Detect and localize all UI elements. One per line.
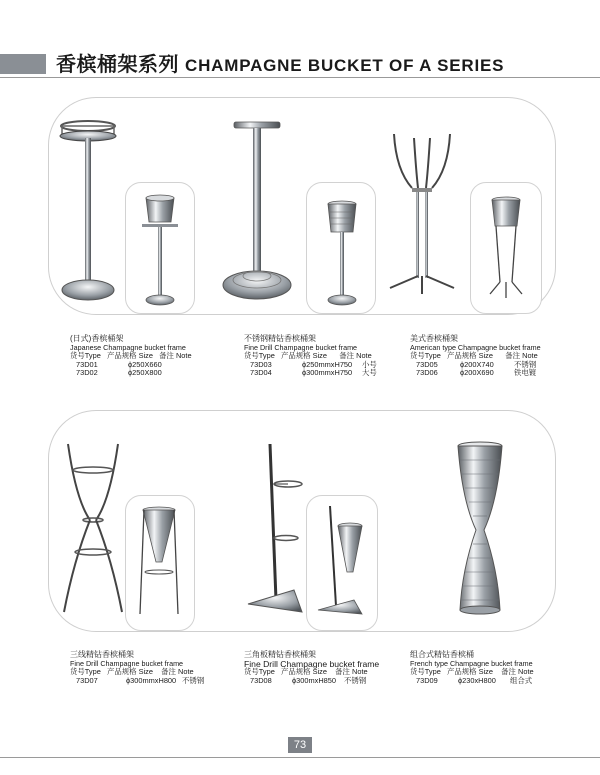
- product-caption-2: [244, 335, 377, 378]
- title-zh: 香槟桶架系列: [56, 54, 179, 76]
- spec-header: 货号Type 产品规格 Size 备注 Note: [244, 351, 372, 361]
- spec-size: ϕ230xH800: [458, 675, 496, 685]
- spec-size: ϕ250X660: [128, 359, 162, 369]
- product-name-zh: 组合式精钻香槟桶: [410, 650, 474, 659]
- spec-size: ϕ300mmxH750: [302, 368, 353, 378]
- spec-code: 73D05: [416, 359, 438, 369]
- spec-row: [244, 677, 379, 686]
- product-image-73d07: [136, 502, 182, 622]
- product-image-73d08: [316, 502, 368, 622]
- spec-row: [410, 369, 541, 378]
- spec-size: ϕ200X690: [460, 368, 494, 378]
- product-name-en: Fine Drill Champagne bucket frame: [244, 658, 380, 669]
- product-image-73d09: [452, 440, 508, 618]
- spec-row: [244, 369, 377, 378]
- product-caption-1: [70, 335, 192, 378]
- product-name-zh: 三角板精钻香槟桶架: [244, 650, 316, 659]
- spec-note: 铁电镀: [514, 368, 537, 378]
- product-image-73d07-large: [60, 440, 126, 618]
- product-image-73d05: [384, 130, 460, 296]
- product-name-en: French type Champagne bucket frame: [410, 658, 533, 668]
- header-accent-bar: [0, 54, 46, 74]
- spec-header: 货号Type 产品规格 Size 备注 Note: [410, 351, 538, 361]
- footer-rule: [0, 757, 600, 758]
- product-caption-3: [410, 335, 541, 378]
- spec-size: ϕ300mmxH800: [126, 675, 177, 685]
- spec-code: 73D08: [250, 675, 272, 685]
- spec-code: 73D07: [76, 675, 98, 685]
- product-image-73d03: [220, 120, 294, 304]
- spec-code: 73D03: [250, 359, 272, 369]
- spec-note: 不锈钢: [182, 675, 205, 685]
- page-title: [56, 48, 504, 77]
- product-name-en: Japanese Champagne bucket frame: [70, 342, 186, 352]
- spec-code: 73D06: [416, 368, 438, 378]
- spec-code: 73D02: [76, 368, 98, 378]
- page-header: [0, 44, 600, 80]
- product-name-en: Fine Drill Champagne bucket frame: [244, 342, 358, 352]
- spec-note: 组合式: [510, 675, 533, 685]
- spec-header: 货号Type 产品规格 Size 备注 Note: [70, 351, 192, 361]
- spec-size: ϕ250X800: [128, 368, 162, 378]
- product-name-zh: (日式)香槟桶架: [70, 334, 124, 343]
- product-name-zh: 三线精钻香槟桶架: [70, 650, 134, 659]
- spec-row: [70, 369, 192, 378]
- spec-header: 货号Type 产品规格 Size 备注 Note: [244, 667, 368, 677]
- spec-note: 不锈钢: [514, 359, 537, 369]
- page-number: 73: [288, 737, 312, 753]
- product-image-73d04: [322, 198, 362, 308]
- product-name-en: Fine Drill Champagne bucket frame: [70, 658, 184, 668]
- spec-size: ϕ300mxH850: [292, 675, 336, 685]
- spec-header: 货号Type 产品规格 Size 备注 Note: [70, 667, 194, 677]
- spec-note: 小号: [362, 359, 377, 369]
- spec-size: ϕ200X740: [460, 359, 494, 369]
- product-image-73d08-large: [244, 440, 308, 618]
- product-image-73d02: [140, 192, 180, 308]
- spec-row: [410, 677, 534, 686]
- product-name-zh: 美式香槟桶架: [410, 334, 458, 343]
- spec-code: 73D09: [416, 675, 438, 685]
- product-image-73d06: [486, 194, 526, 304]
- spec-header: 货号Type 产品规格 Size 备注 Note: [410, 667, 534, 677]
- spec-row: [70, 677, 204, 686]
- product-caption-4: [70, 651, 204, 685]
- spec-code: 73D04: [250, 368, 272, 378]
- spec-note: 不锈钢: [344, 675, 367, 685]
- product-caption-5: [244, 651, 379, 685]
- product-name-zh: 不锈钢精钻香槟桶架: [244, 334, 316, 343]
- product-name-en: American type Champagne bucket frame: [410, 342, 541, 352]
- spec-code: 73D01: [76, 359, 98, 369]
- spec-note: 大号: [362, 368, 377, 378]
- product-image-73d01: [56, 118, 120, 304]
- spec-size: ϕ250mmxH750: [302, 359, 353, 369]
- title-en: CHAMPAGNE BUCKET OF A SERIES: [185, 56, 505, 75]
- product-caption-6: [410, 651, 534, 685]
- header-rule: [0, 77, 600, 78]
